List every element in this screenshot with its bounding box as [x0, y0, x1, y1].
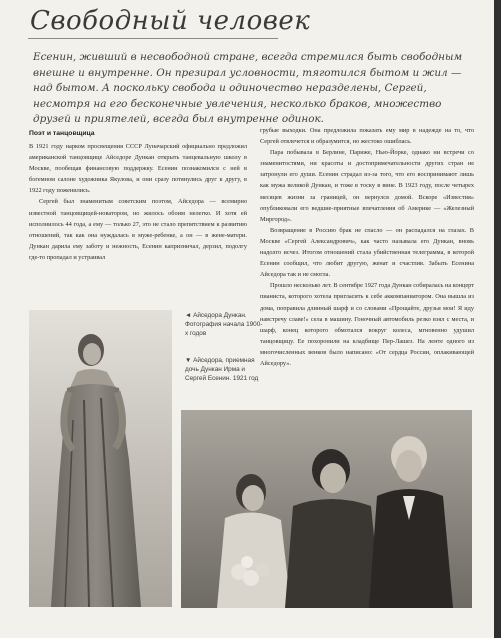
- isadora-portrait-image: [29, 310, 172, 607]
- right-paragraph-4: Прошло несколько лет. В сентябре 1927 года Дункан собиралась на концерт пианиста, которого хотела пригласить к себе аккомпаниатором. Она вышла из дома, поправила длинный шарф и со словами «Прощайте, друзья мои! Я иду навстречу славе!» села в машину. Гоночный автомобиль резко взял с места, и шарф, конец которого обмотался вокруг колеса, мгновенно удушил танцовщицу. Ее похоронили на кладбище Пер-Лашез. На ленте одного из многочисленных венков было написано: «От сердца России, оплакивающей Айседору».: [260, 282, 474, 367]
- left-paragraph-1: В 1921 году нарком просвещения СССР Луначарский официально предложил американской танцовщице Айседоре Дункан открыть танцевальную школу в Москве, пообещав финансовую поддержку. Есенин познакомился с ней в богемном салоне художника Якулова, и они сразу потянулись друг к другу, в 1922 году поженились.: [29, 143, 247, 195]
- article-title: Свободный человек: [30, 6, 311, 36]
- caption-group: ▼ Айседора, приемная дочь Дункан Ирма и Сергей Есенин. 1921 год: [185, 357, 259, 382]
- photo-group-duncan-esenin: [181, 410, 472, 608]
- group-portrait-image: [181, 410, 472, 608]
- photo-isadora-duncan: [29, 310, 172, 607]
- right-paragraph-2: Пара побывала в Берлине, Париже, Нью-Йорке, однако ни встречи со знаменитостями, ни красоты и достопримечательности других стран не затронули его души. Есенин страдал из-за того, что его воспринимают лишь как мужа великой Дункан, и тоже в тоску в вине. В 1923 году, после четырех месяцев жизни за границей, он вернулся домой. Вскоре «Известия» опубликовали его ведшие-приятные впечатления об Америке — «Железный Миргород».: [260, 149, 474, 223]
- caption-isadora: ◄ Айседора Дункан. Фотография начала 1900-х годов: [185, 312, 263, 337]
- right-paragraph-3: Возвращение в Россию брак не спасло — он распадался на глазах. В Москве «Сергей Александрович», как часто называла его Дункан, вновь надолго исчез. Итогом отношений стала убийственная телеграмма, в которой Есенин сообщил, что любит другую, женат и счастлив. Забыть Есенина Айседора так и не смогла.: [260, 226, 474, 279]
- lead-paragraph: Есенин, живший в несвободной стране, всегда стремился быть свободным внешне и внутренне. Он презирал условности, тяготился бытом и жил — над бытом. А поскольку свобода и одиночество неразделены, Сергей, несмотря на его бесконечные увлечения, несколько браков, множество друзей и приятелей, всегда был внутренне одинок.: [33, 51, 463, 126]
- right-paragraph-1: грубые выходки. Она предложила показать ему мир в надежде на то, что Сергей отвлечется и образумится, но жестоко ошиблась.: [260, 127, 474, 146]
- right-text-column: [260, 125, 474, 369]
- left-paragraph-2: Сергей был знаменитым советским поэтом, Айседора — всемирно известной танцовщицей-новатором, но жилось обоим нелегко. И хотя ей исполнилось 44 года, а ему — только 27, это не стало препятствием к развитию отношений, так как она нуждалась в муже-ребенке, а он — в жене-матери. Дункан дарила ему заботу и нежность, Есенин капризничал, дерзил, подолгу где-то пропадал и устраивал: [29, 198, 247, 261]
- section-heading: Поэт и танцовщица: [29, 130, 95, 137]
- title-underline: [28, 38, 278, 39]
- page-edge: [494, 0, 501, 638]
- left-text-column: [29, 141, 247, 263]
